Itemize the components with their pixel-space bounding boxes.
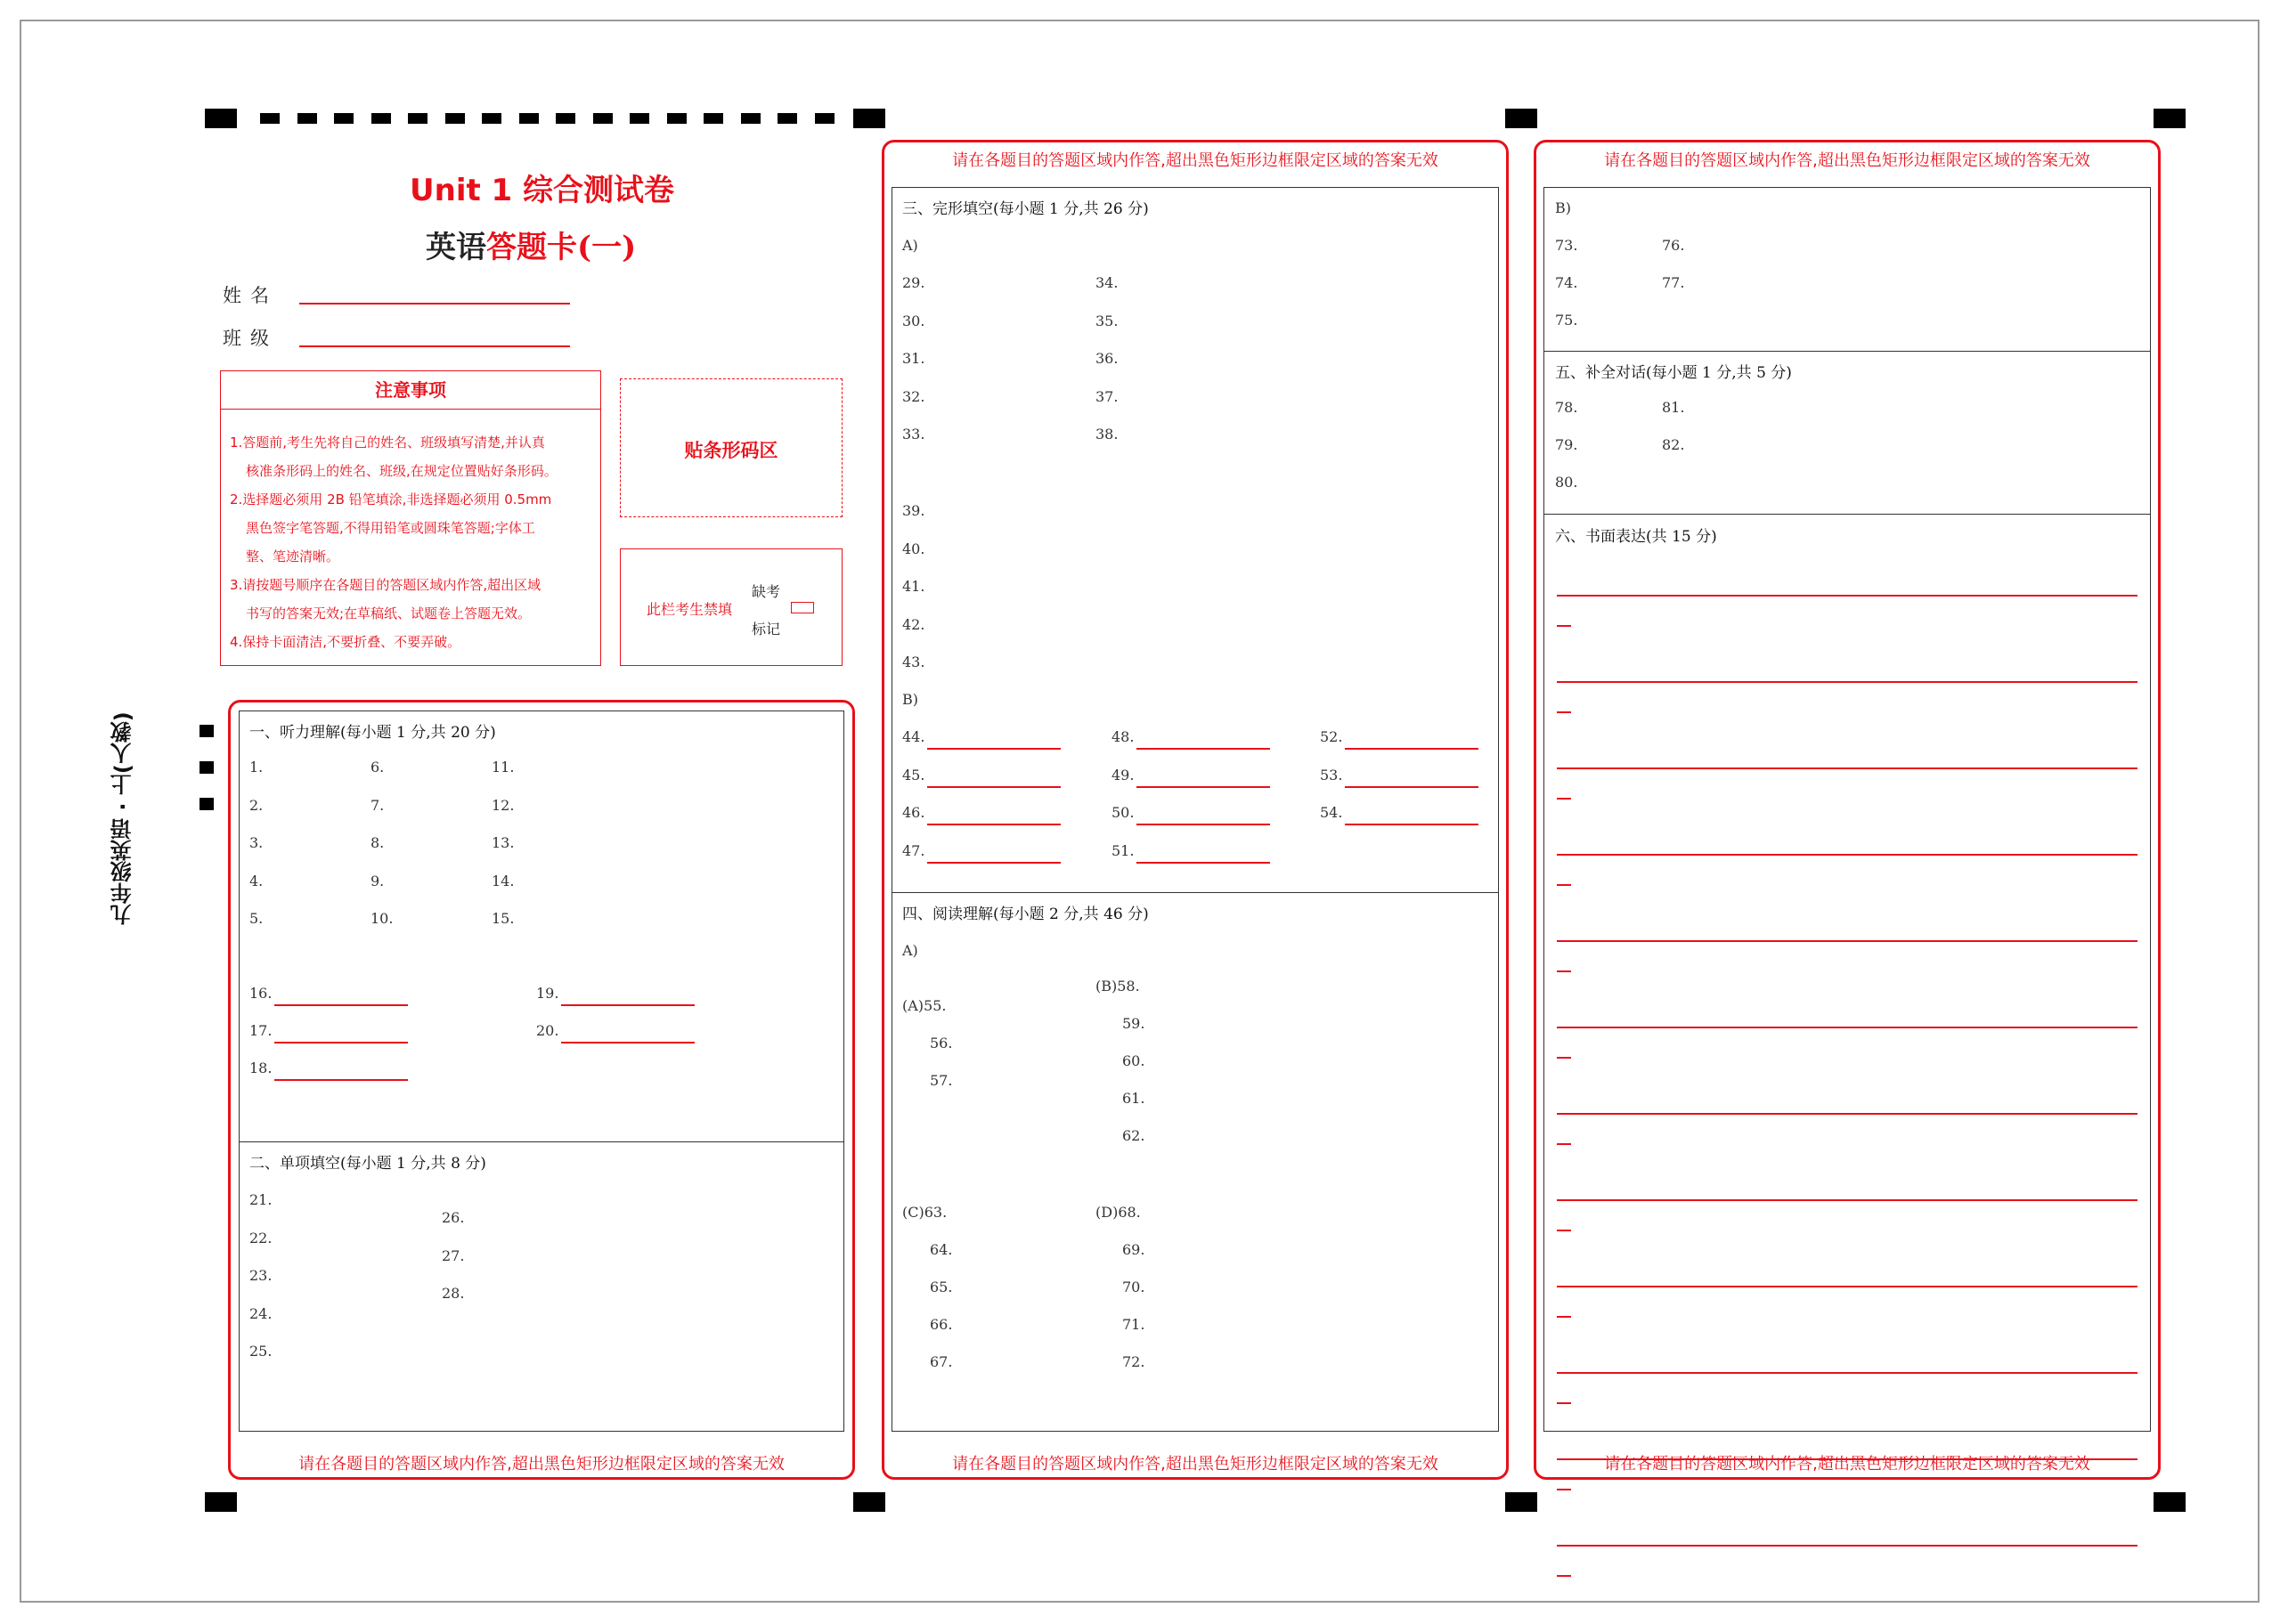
question-number: 57. — [930, 1072, 953, 1089]
question-number: 76. — [1662, 237, 1685, 254]
question-number: (A)55. — [902, 997, 947, 1014]
notes-title: 注意事项 — [221, 371, 600, 410]
answer-blank[interactable] — [1345, 748, 1478, 750]
writing-line-tick — [1557, 711, 1571, 713]
note-line: 整、笔迹清晰。 — [246, 548, 340, 564]
question-number: 72. — [1122, 1353, 1145, 1370]
question-number: 12. — [492, 796, 515, 814]
question-number: 36. — [1095, 350, 1119, 367]
section-divider — [1543, 514, 2151, 515]
writing-line[interactable] — [1557, 1199, 2138, 1201]
question-number: 42. — [902, 615, 925, 633]
question-number: 26. — [442, 1209, 465, 1226]
section-divider — [239, 1141, 844, 1142]
warning-text: 请在各题目的答题区域内作答,超出黑色矩形边框限定区域的答案无效 — [952, 151, 1438, 170]
cloze-part-a-label: A) — [902, 237, 918, 254]
question-number: 41. — [902, 578, 925, 595]
timing-dash — [260, 113, 280, 124]
answer-blank[interactable] — [1136, 748, 1270, 750]
question-number: 29. — [902, 274, 925, 291]
answer-blank[interactable] — [274, 1004, 408, 1006]
reading-part-b-label: B) — [1555, 199, 1571, 216]
question-number: 23. — [249, 1267, 273, 1284]
warning-text: 请在各题目的答题区域内作答,超出黑色矩形边框限定区域的答案无效 — [298, 1455, 785, 1474]
question-number: 28. — [442, 1285, 465, 1302]
timing-dash — [556, 113, 575, 124]
timing-dash — [408, 113, 428, 124]
question-number: 31. — [902, 350, 925, 367]
side-grade-label: 九年级英语 · 上(人教) — [110, 711, 135, 925]
writing-line[interactable] — [1557, 681, 2138, 683]
question-number: 65. — [930, 1279, 953, 1295]
question-number: 49. — [1112, 766, 1135, 784]
timing-dash — [519, 113, 539, 124]
question-number: 15. — [492, 910, 515, 927]
timing-dash — [334, 113, 354, 124]
writing-line-tick — [1557, 884, 1571, 886]
writing-line[interactable] — [1557, 1113, 2138, 1115]
warning-text: 请在各题目的答题区域内作答,超出黑色矩形边框限定区域的答案无效 — [1604, 1455, 2090, 1474]
answer-blank[interactable] — [274, 1042, 408, 1043]
answer-blank[interactable] — [274, 1079, 408, 1081]
barcode-label: 贴条形码区 — [684, 440, 778, 461]
answer-blank[interactable] — [1136, 862, 1270, 864]
timing-dash — [297, 113, 317, 124]
absent-note: 此栏考生禁填 — [647, 601, 733, 618]
answer-blank[interactable] — [927, 862, 1061, 864]
question-number: 40. — [902, 540, 925, 557]
writing-line-tick — [1557, 1575, 1571, 1577]
corner-mark — [2154, 1492, 2186, 1512]
question-number: 79. — [1555, 436, 1578, 453]
question-number: 78. — [1555, 399, 1578, 416]
side-mark — [200, 725, 214, 737]
writing-line-tick — [1557, 1230, 1571, 1231]
question-number: 32. — [902, 387, 925, 405]
question-number: 24. — [249, 1304, 273, 1322]
question-number: 73. — [1555, 237, 1578, 254]
answer-blank[interactable] — [927, 824, 1061, 825]
question-number: 33. — [902, 426, 925, 443]
writing-line[interactable] — [1557, 1372, 2138, 1374]
absent-mark-label-1: 缺考 — [752, 583, 781, 600]
writing-line-tick — [1557, 798, 1571, 800]
writing-line[interactable] — [1557, 940, 2138, 942]
corner-mark — [853, 1492, 885, 1512]
question-number: 37. — [1095, 387, 1119, 405]
warning-text: 请在各题目的答题区域内作答,超出黑色矩形边框限定区域的答案无效 — [1604, 151, 2090, 170]
question-number: 47. — [902, 841, 925, 859]
question-number: 61. — [1122, 1090, 1145, 1107]
question-number: 64. — [930, 1241, 953, 1258]
page-subtitle — [426, 223, 636, 266]
question-number: 53. — [1320, 766, 1343, 784]
section-title-writing: 六、书面表达(共 15 分) — [1555, 528, 1717, 546]
question-number: 46. — [902, 804, 925, 821]
writing-line-tick — [1557, 1402, 1571, 1404]
answer-blank[interactable] — [1345, 824, 1478, 825]
question-number: 6. — [370, 759, 385, 775]
question-number: 11. — [492, 759, 515, 775]
question-number: 4. — [249, 872, 264, 889]
writing-line[interactable] — [1557, 767, 2138, 769]
timing-dash — [482, 113, 501, 124]
timing-dash — [741, 113, 761, 124]
absent-mark-label-2: 标记 — [752, 621, 781, 637]
timing-dash — [593, 113, 613, 124]
timing-dash — [778, 113, 797, 124]
note-line: 2.选择题必须用 2B 铅笔填涂,非选择题必须用 0.5mm — [230, 491, 552, 508]
question-number: 7. — [370, 796, 385, 814]
writing-line-tick — [1557, 1143, 1571, 1145]
question-number: 51. — [1112, 841, 1135, 859]
question-number: 48. — [1112, 728, 1135, 745]
question-number: (C)63. — [902, 1204, 948, 1221]
question-number: (B)58. — [1095, 978, 1140, 995]
note-line: 3.请按题号顺序在各题目的答题区域内作答,超出区域 — [230, 577, 542, 593]
name-label: 姓名 — [223, 285, 278, 306]
question-number: 75. — [1555, 312, 1578, 329]
question-number: 30. — [902, 312, 925, 329]
answer-blank[interactable] — [1345, 786, 1478, 788]
question-number: 39. — [902, 502, 925, 519]
writing-line[interactable] — [1557, 595, 2138, 597]
section-title-dialogue: 五、补全对话(每小题 1 分,共 5 分) — [1555, 364, 1792, 382]
page-title: Unit 1 综合测试卷 — [410, 173, 675, 208]
section-divider — [892, 892, 1499, 893]
question-number: 74. — [1555, 274, 1578, 291]
question-number: 70. — [1122, 1279, 1145, 1295]
question-number: 71. — [1122, 1316, 1145, 1333]
timing-dash — [704, 113, 723, 124]
answer-blank[interactable] — [561, 1042, 695, 1043]
corner-mark — [2154, 109, 2186, 128]
question-number: 18. — [249, 1060, 273, 1076]
timing-dash — [667, 113, 687, 124]
section-divider — [1543, 351, 2151, 352]
subtitle-subject: 英语 — [426, 230, 486, 265]
corner-mark — [853, 109, 885, 128]
note-line: 书写的答案无效;在草稿纸、试题卷上答题无效。 — [246, 605, 532, 621]
question-number: 67. — [930, 1353, 953, 1370]
question-number: 1. — [249, 759, 264, 775]
question-number: 34. — [1095, 274, 1119, 291]
warning-text: 请在各题目的答题区域内作答,超出黑色矩形边框限定区域的答案无效 — [952, 1455, 1438, 1474]
section-title-reading: 四、阅读理解(每小题 2 分,共 46 分) — [902, 905, 1149, 923]
question-number: 25. — [249, 1343, 273, 1360]
question-number: 45. — [902, 766, 925, 784]
question-number: 54. — [1320, 804, 1343, 821]
question-number: 17. — [249, 1022, 273, 1039]
reading-part-a-label: A) — [902, 942, 918, 959]
section-title-cloze: 三、完形填空(每小题 1 分,共 26 分) — [902, 200, 1149, 218]
class-label: 班级 — [223, 328, 278, 349]
note-line: 黑色签字笔答题,不得用铅笔或圆珠笔答题;字体工 — [246, 520, 535, 536]
question-number: 60. — [1122, 1052, 1145, 1069]
timing-dash — [630, 113, 649, 124]
question-number: 13. — [492, 834, 515, 851]
question-number: 21. — [249, 1191, 273, 1208]
question-number: 50. — [1112, 804, 1135, 821]
question-number: 44. — [902, 728, 925, 745]
question-number: 19. — [536, 985, 559, 1002]
writing-line[interactable] — [1557, 1027, 2138, 1028]
question-number: 3. — [249, 834, 264, 851]
answer-blank[interactable] — [927, 748, 1061, 750]
question-number: 62. — [1122, 1127, 1145, 1144]
question-number: 69. — [1122, 1241, 1145, 1258]
question-number: 81. — [1662, 399, 1685, 416]
note-line: 4.保持卡面清洁,不要折叠、不要弄破。 — [230, 634, 461, 650]
answer-blank[interactable] — [561, 1004, 695, 1006]
timing-dash — [371, 113, 391, 124]
writing-line-tick — [1557, 1057, 1571, 1059]
section-title-listening: 一、听力理解(每小题 1 分,共 20 分) — [249, 724, 496, 742]
question-number: 10. — [370, 910, 394, 927]
side-mark — [200, 798, 214, 810]
question-number: 35. — [1095, 312, 1119, 329]
question-number: 20. — [536, 1022, 559, 1039]
question-number: 66. — [930, 1316, 953, 1333]
answer-box-2 — [892, 187, 1499, 1432]
section-title-single-choice: 二、单项填空(每小题 1 分,共 8 分) — [249, 1155, 486, 1173]
answer-blank[interactable] — [927, 786, 1061, 788]
answer-blank[interactable] — [1136, 786, 1270, 788]
corner-mark — [1505, 1492, 1537, 1512]
question-number: 77. — [1662, 274, 1685, 291]
question-number: 52. — [1320, 728, 1343, 745]
question-number: 56. — [930, 1035, 953, 1052]
corner-mark — [1505, 109, 1537, 128]
question-number: 80. — [1555, 474, 1578, 491]
question-number: 16. — [249, 985, 273, 1002]
absent-checkbox[interactable] — [791, 602, 814, 613]
name-field[interactable] — [299, 303, 570, 304]
cloze-part-b-label: B) — [902, 691, 918, 708]
question-number: 9. — [370, 872, 385, 889]
question-number: 14. — [492, 872, 515, 889]
question-number: 2. — [249, 796, 264, 814]
question-number: 5. — [249, 910, 264, 927]
writing-line[interactable] — [1557, 854, 2138, 856]
corner-mark — [205, 109, 237, 128]
writing-line[interactable] — [1557, 1286, 2138, 1287]
note-line: 1.答题前,考生先将自己的姓名、班级填写清楚,并认真 — [230, 434, 545, 451]
question-number: 43. — [902, 654, 925, 670]
side-mark — [200, 761, 214, 774]
question-number: 38. — [1095, 426, 1119, 443]
writing-line[interactable] — [1557, 1545, 2138, 1547]
timing-dash — [445, 113, 465, 124]
question-number: 8. — [370, 834, 385, 851]
question-number: 22. — [249, 1229, 273, 1246]
note-line: 核准条形码上的姓名、班级,在规定位置贴好条形码。 — [246, 463, 558, 479]
answer-blank[interactable] — [1136, 824, 1270, 825]
writing-line-tick — [1557, 1316, 1571, 1318]
writing-line-tick — [1557, 970, 1571, 972]
timing-dash — [815, 113, 835, 124]
writing-line-tick — [1557, 625, 1571, 627]
writing-line-tick — [1557, 1489, 1571, 1490]
answer-box-1 — [239, 710, 844, 1432]
class-field[interactable] — [299, 345, 570, 347]
question-number: 59. — [1122, 1015, 1145, 1032]
question-number: (D)68. — [1095, 1204, 1141, 1221]
corner-mark — [205, 1492, 237, 1512]
question-number: 82. — [1662, 436, 1685, 453]
subtitle-answer-card: 答题卡(一) — [486, 230, 637, 265]
question-number: 27. — [442, 1246, 465, 1264]
